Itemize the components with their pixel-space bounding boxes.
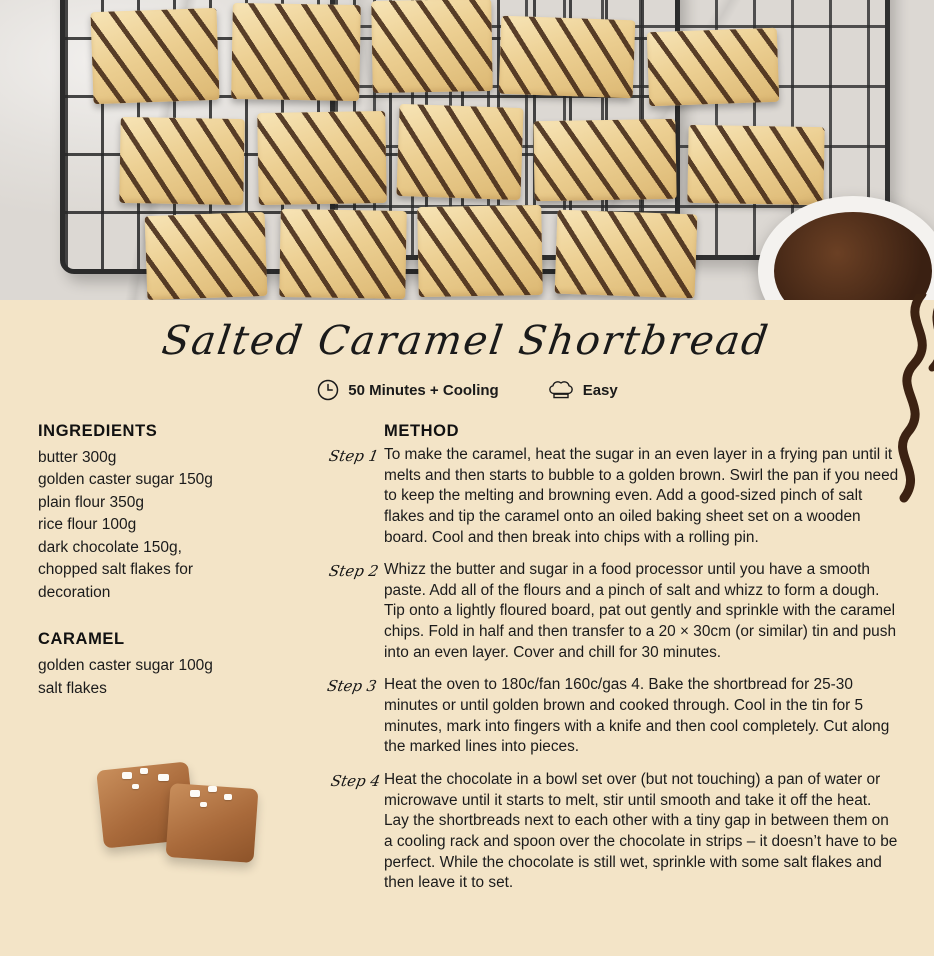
step-label: Step 3 (325, 677, 379, 696)
recipe-body (0, 422, 934, 906)
difficulty-label: Easy (582, 381, 618, 399)
shortbread-piece (371, 0, 493, 93)
clock-icon (316, 378, 340, 402)
list-item: dark chocolate 150g, (38, 538, 182, 556)
shortbread-piece (231, 3, 361, 101)
salt-flake (200, 802, 207, 807)
shortbread-piece (499, 16, 636, 99)
method-step (322, 770, 900, 894)
caramel-ingredients-list (38, 655, 308, 700)
cook-time (316, 378, 498, 402)
method-step (322, 560, 900, 663)
salt-flake (158, 774, 169, 781)
shortbread-piece (257, 111, 387, 205)
salt-flake (190, 790, 200, 797)
step-label: Step 2 (327, 562, 380, 581)
recipe-meta (0, 378, 934, 402)
list-item: decoration (38, 583, 111, 601)
salt-flake (122, 772, 132, 779)
recipe-card (0, 300, 934, 956)
method-step (322, 675, 900, 758)
step-text: Heat the oven to 180c/fan 160c/gas 4. Bake the shortbread for 25-30 minutes or until golden brown and cooked through. Cool in the tin for 5 minutes, mark into fingers with a knife and then cool completely. Cut along the marked lines into pieces. (384, 676, 890, 756)
ingredients-column (38, 422, 308, 906)
method-heading: METHOD (384, 422, 460, 440)
list-item: chopped salt flakes for (38, 561, 194, 579)
shortbread-piece (90, 8, 219, 104)
step-text: Whizz the butter and sugar in a food processor until you have a smooth paste. Add all of the flours and a pinch of salt and whizz to form a dough. Tip onto a lightly floured board, pat out gently and sprinkle with the caramel chips. Fold in half and then transfer to a 20 × 30cm (or similar) tin and push into an even layer. Cover and chill for 30 minutes. (384, 561, 897, 661)
ingredients-list (38, 447, 308, 604)
difficulty (547, 379, 618, 401)
shortbread-piece (145, 212, 268, 300)
caramel-candy-illustration (96, 756, 266, 886)
shortbread-piece (687, 125, 824, 205)
salt-flake (208, 786, 217, 792)
cook-time-label: 50 Minutes + Cooling (348, 381, 499, 399)
shortbread-piece (555, 210, 698, 299)
salt-flake (140, 768, 148, 774)
shortbread-piece (647, 28, 780, 106)
shortbread-piece (533, 119, 676, 201)
chef-hat-icon (547, 379, 575, 401)
shortbread-piece (396, 104, 523, 200)
recipe-hero-photo (0, 0, 934, 300)
caramel-cube (166, 783, 259, 863)
list-item: golden caster sugar 150g (38, 471, 213, 489)
step-label: Step 1 (327, 447, 380, 465)
step-label: Step 4 (329, 771, 382, 790)
method-column (308, 422, 900, 906)
list-item: plain flour 350g (38, 493, 144, 511)
list-item: salt flakes (38, 679, 107, 697)
shortbread-piece (119, 117, 244, 205)
step-text: Heat the chocolate in a bowl set over (but not touching) a pan of water or microwave until it starts to melt, stir until smooth and take it off the heat. Lay the shortbreads next to each other with a tiny gap in between them on a cooling rack and spoon over the chocolate in strips – it doesn’t have to be perfect. While the chocolate is still wet, sprinkle with some salt flakes and then leave it to set. (384, 770, 898, 892)
caramel-heading: CARAMEL (38, 630, 125, 649)
list-item: golden caster sugar 100g (38, 657, 213, 675)
shortbread-piece (417, 205, 543, 297)
salt-flake (224, 794, 232, 800)
shortbread-piece (279, 209, 407, 299)
step-text: To make the caramel, heat the sugar in an even layer in a frying pan until it melts and then starts to bubble to a golden brown. Swirl the pan if you need to keep the melting and browning even. Add a good-sized pinch of salt flakes and tip the caramel onto an oiled baking sheet set on a wooden board. Cool and then break into chips with a rolling pin. (384, 446, 899, 546)
list-item: butter 300g (38, 449, 117, 466)
caramel-section (38, 630, 308, 700)
list-item: rice flour 100g (38, 516, 137, 534)
salt-flake (132, 784, 139, 789)
page-title: Salted Caramel Shortbread (159, 318, 773, 364)
method-step (322, 445, 900, 548)
ingredients-heading: INGREDIENTS (38, 422, 158, 440)
